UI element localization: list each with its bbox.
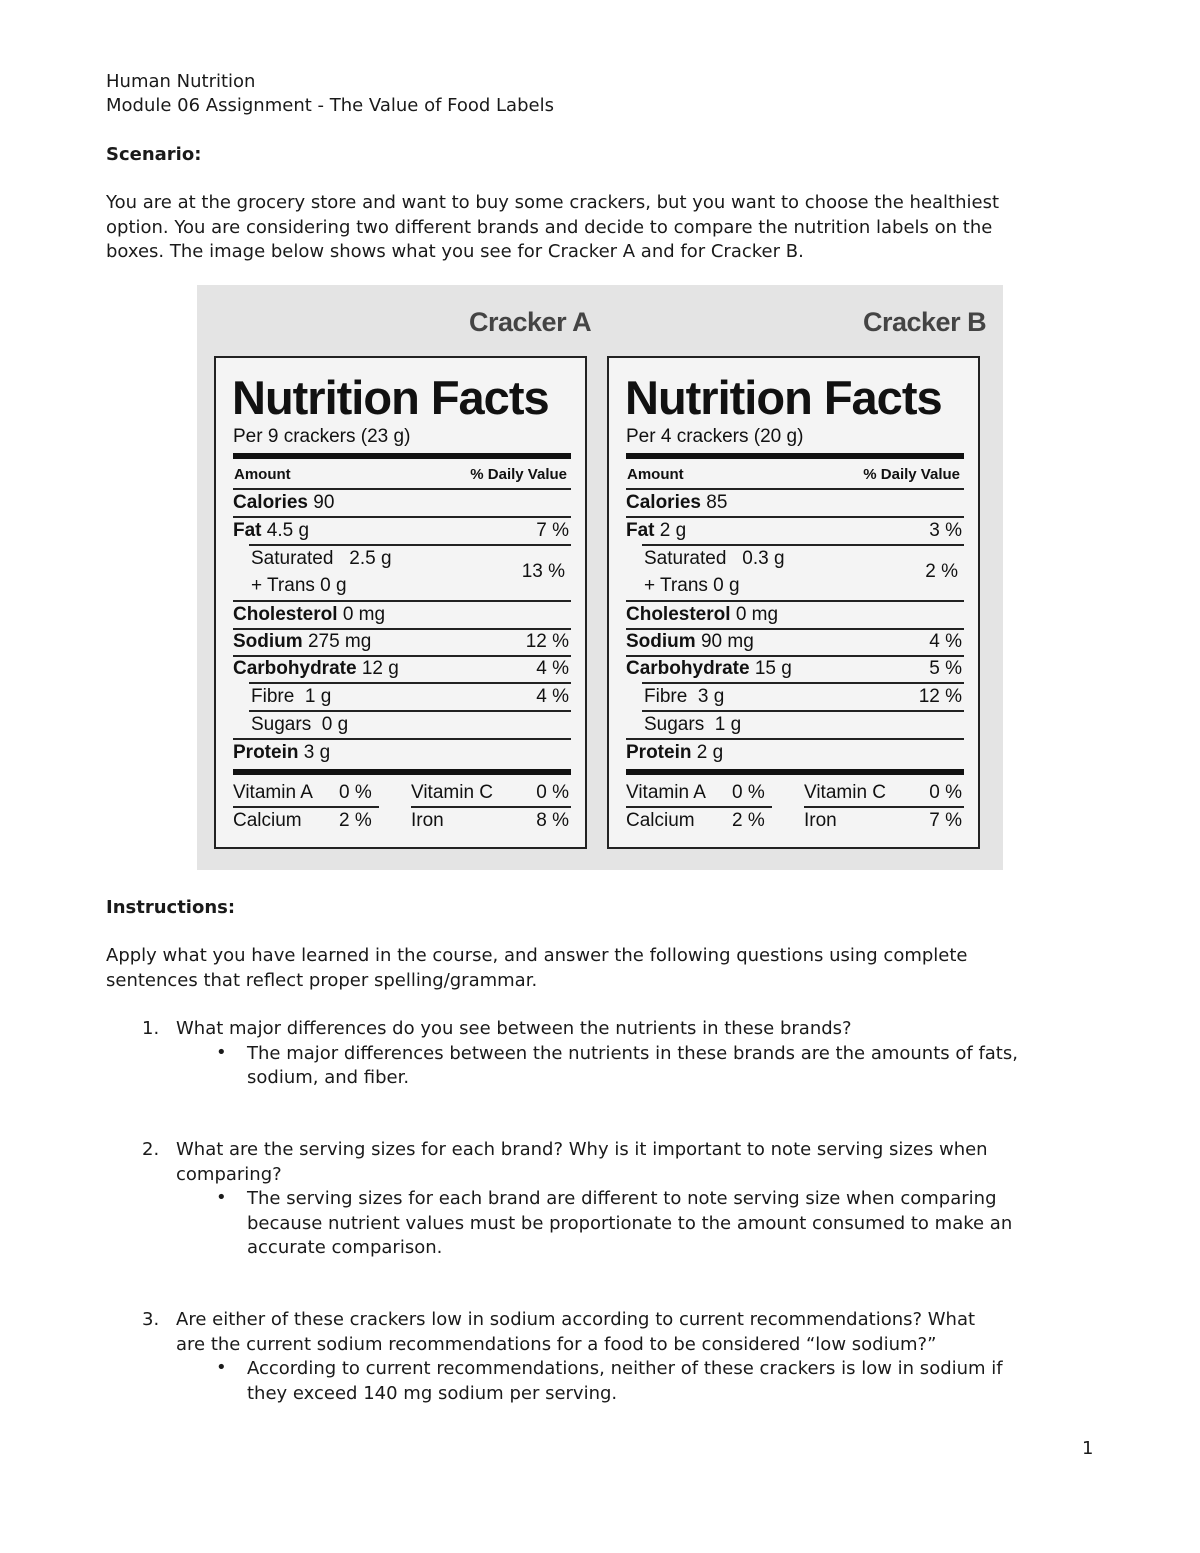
saturated-label: Saturated bbox=[251, 548, 334, 569]
fat-value: 2 g bbox=[659, 520, 687, 541]
iron-pct: 8 % bbox=[536, 810, 569, 831]
document-body bbox=[106, 70, 1096, 264]
amount-heading: Amount bbox=[234, 466, 291, 483]
sugars-row bbox=[626, 712, 964, 738]
fat-label: Fat bbox=[626, 520, 655, 541]
sugars-value: 1 g bbox=[714, 714, 742, 735]
iron-label: Iron bbox=[804, 810, 837, 831]
fibre-label: Fibre bbox=[644, 686, 688, 707]
iron-label: Iron bbox=[411, 810, 444, 831]
vitamin-c-label: Vitamin C bbox=[804, 782, 887, 803]
question-text: What are the serving sizes for each brand? Why is it important to note serving sizes when bbox=[176, 1139, 988, 1161]
assignment-title: Module 06 Assignment - The Value of Food Labels bbox=[106, 95, 554, 117]
question-2 bbox=[106, 1138, 1096, 1187]
vitamin-a-pct: 0 % bbox=[339, 782, 372, 803]
carbohydrate-label: Carbohydrate bbox=[233, 658, 357, 679]
fat-label: Fat bbox=[233, 520, 262, 541]
calcium-pct: 2 % bbox=[339, 810, 372, 831]
instructions-line: sentences that reflect proper spelling/grammar. bbox=[106, 969, 538, 991]
fat-pct: 7 % bbox=[536, 520, 569, 541]
trans-row bbox=[233, 573, 571, 599]
sodium-value: 90 mg bbox=[700, 631, 754, 652]
cholesterol-label: Cholesterol bbox=[233, 604, 338, 625]
answer-text: The major differences between the nutrients in these brands are the amounts of fats, bbox=[247, 1042, 1018, 1064]
sat-trans-pct: 2 % bbox=[925, 561, 958, 582]
answer-text: accurate comparison. bbox=[247, 1237, 443, 1259]
sodium-row bbox=[233, 629, 571, 655]
calories-value: 90 bbox=[313, 492, 335, 513]
background-bleed-text: ⠀ bbox=[717, 297, 734, 322]
sugars-label: Sugars bbox=[644, 714, 705, 735]
instructions-heading: Instructions: bbox=[106, 897, 236, 918]
bullet-icon: • bbox=[216, 1187, 227, 1209]
fibre-value: 3 g bbox=[697, 686, 725, 707]
question-number: 1. bbox=[142, 1018, 160, 1040]
cholesterol-row bbox=[233, 602, 571, 628]
cholesterol-label: Cholesterol bbox=[626, 604, 731, 625]
question-number: 2. bbox=[142, 1139, 160, 1161]
divider bbox=[233, 453, 571, 459]
iron-pct: 7 % bbox=[929, 810, 962, 831]
protein-label: Protein bbox=[626, 742, 692, 763]
sodium-pct: 4 % bbox=[929, 631, 962, 652]
protein-value: 2 g bbox=[696, 742, 724, 763]
amount-heading: Amount bbox=[627, 466, 684, 483]
carbohydrate-pct: 5 % bbox=[929, 658, 962, 679]
cholesterol-value: 0 mg bbox=[735, 604, 779, 625]
answer-1 bbox=[106, 1042, 1096, 1091]
saturated-label: Saturated bbox=[644, 548, 727, 569]
carbohydrate-label: Carbohydrate bbox=[626, 658, 750, 679]
fat-row bbox=[626, 518, 964, 544]
vitamin-c-pct: 0 % bbox=[929, 782, 962, 803]
question-number: 3. bbox=[142, 1309, 160, 1331]
question-text: Are either of these crackers low in sodium according to current recommendations? What bbox=[176, 1309, 976, 1331]
saturated-value: 0.3 g bbox=[742, 548, 785, 569]
answer-text: The serving sizes for each brand are different to note serving size when comparing bbox=[247, 1188, 997, 1210]
bullet-icon: • bbox=[216, 1041, 227, 1063]
protein-row bbox=[233, 740, 571, 766]
calcium-label: Calcium bbox=[233, 810, 302, 831]
nutrition-facts-title: Nutrition Facts bbox=[232, 371, 549, 424]
sugars-row bbox=[233, 712, 571, 738]
calories-value: 85 bbox=[706, 492, 728, 513]
vitamin-a-label: Vitamin A bbox=[233, 782, 313, 803]
vitamins-row bbox=[233, 780, 571, 806]
carbohydrate-value: 12 g bbox=[361, 658, 399, 679]
trans-label: + Trans 0 g bbox=[644, 575, 740, 596]
answer-text: sodium, and fiber. bbox=[247, 1067, 410, 1089]
answer-text: because nutrient values must be proportionate to the amount consumed to make an bbox=[247, 1212, 1013, 1234]
calories-row bbox=[626, 490, 964, 516]
fibre-pct: 12 % bbox=[918, 686, 962, 707]
scenario-line: You are at the grocery store and want to buy some crackers, but you want to choose the healthiest bbox=[106, 192, 1000, 214]
question-text: comparing? bbox=[176, 1163, 282, 1185]
calories-label: Calories bbox=[626, 492, 701, 513]
fat-value: 4.5 g bbox=[266, 520, 310, 541]
scenario-heading: Scenario: bbox=[106, 143, 202, 165]
divider bbox=[626, 769, 964, 775]
fibre-value: 1 g bbox=[304, 686, 332, 707]
sugars-value: 0 g bbox=[321, 714, 349, 735]
course-title: Human Nutrition bbox=[106, 71, 256, 92]
trans-label: + Trans 0 g bbox=[251, 575, 347, 596]
daily-value-heading: % Daily Value bbox=[863, 466, 960, 483]
minerals-row bbox=[233, 808, 571, 834]
question-text: are the current sodium recommendations for a food to be considered “low sodium?” bbox=[176, 1333, 937, 1355]
carbohydrate-pct: 4 % bbox=[536, 658, 569, 679]
instructions-line: Apply what you have learned in the course, and answer the following questions using complete bbox=[106, 945, 968, 967]
fat-pct: 3 % bbox=[929, 520, 962, 541]
daily-value-heading: % Daily Value bbox=[470, 466, 567, 483]
divider bbox=[626, 453, 964, 459]
serving-size: Per 9 crackers (23 g) bbox=[233, 426, 411, 447]
cracker-a-nutrition-label bbox=[214, 356, 587, 849]
page-number: 1 bbox=[1082, 1438, 1094, 1459]
cholesterol-row bbox=[626, 602, 964, 628]
protein-row bbox=[626, 740, 964, 766]
cracker-b-nutrition-label bbox=[607, 356, 980, 849]
fat-row bbox=[233, 518, 571, 544]
vitamin-c-pct: 0 % bbox=[536, 782, 569, 803]
answer-2 bbox=[106, 1187, 1096, 1260]
sat-trans-pct: 13 % bbox=[521, 561, 565, 582]
sodium-row bbox=[626, 629, 964, 655]
vitamin-a-label: Vitamin A bbox=[626, 782, 706, 803]
answer-3 bbox=[106, 1357, 1096, 1406]
carbohydrate-value: 15 g bbox=[754, 658, 792, 679]
instructions-section bbox=[106, 896, 1096, 1406]
calcium-pct: 2 % bbox=[732, 810, 765, 831]
nutrition-facts-title: Nutrition Facts bbox=[625, 371, 942, 424]
calories-label: Calories bbox=[233, 492, 308, 513]
sodium-label: Sodium bbox=[626, 631, 696, 652]
minerals-row bbox=[626, 808, 964, 834]
divider bbox=[233, 769, 571, 775]
question-3 bbox=[106, 1308, 1096, 1357]
serving-size: Per 4 crackers (20 g) bbox=[626, 426, 804, 447]
question-1 bbox=[106, 1017, 1096, 1041]
answer-text: they exceed 140 mg sodium per serving. bbox=[247, 1382, 618, 1404]
carbohydrate-row bbox=[233, 656, 571, 682]
question-text: What major differences do you see between the nutrients in these brands? bbox=[176, 1018, 852, 1040]
saturated-row bbox=[233, 546, 571, 572]
cracker-b-title: Cracker B bbox=[863, 307, 987, 337]
calcium-label: Calcium bbox=[626, 810, 695, 831]
vitamin-a-pct: 0 % bbox=[732, 782, 765, 803]
nutrition-labels-figure bbox=[197, 285, 1003, 870]
sugars-label: Sugars bbox=[251, 714, 312, 735]
trans-row bbox=[626, 573, 964, 599]
sodium-value: 275 mg bbox=[307, 631, 372, 652]
fibre-pct: 4 % bbox=[536, 686, 569, 707]
fibre-label: Fibre bbox=[251, 686, 295, 707]
cholesterol-value: 0 mg bbox=[342, 604, 386, 625]
protein-value: 3 g bbox=[303, 742, 331, 763]
fibre-row bbox=[626, 684, 964, 710]
calories-row bbox=[233, 490, 571, 516]
sodium-pct: 12 % bbox=[525, 631, 569, 652]
fibre-row bbox=[233, 684, 571, 710]
saturated-row bbox=[626, 546, 964, 572]
scenario-line: option. You are considering two different brands and decide to compare the nutrition labels on the bbox=[106, 216, 993, 238]
vitamins-row bbox=[626, 780, 964, 806]
saturated-value: 2.5 g bbox=[349, 548, 392, 569]
carbohydrate-row bbox=[626, 656, 964, 682]
protein-label: Protein bbox=[233, 742, 299, 763]
cracker-a-title: Cracker A bbox=[469, 307, 592, 337]
scenario-line: boxes. The image below shows what you see for Cracker A and for Cracker B. bbox=[106, 241, 804, 263]
sodium-label: Sodium bbox=[233, 631, 303, 652]
vitamin-c-label: Vitamin C bbox=[411, 782, 494, 803]
answer-text: According to current recommendations, neither of these crackers is low in sodium if bbox=[247, 1358, 1003, 1380]
bullet-icon: • bbox=[216, 1357, 227, 1379]
